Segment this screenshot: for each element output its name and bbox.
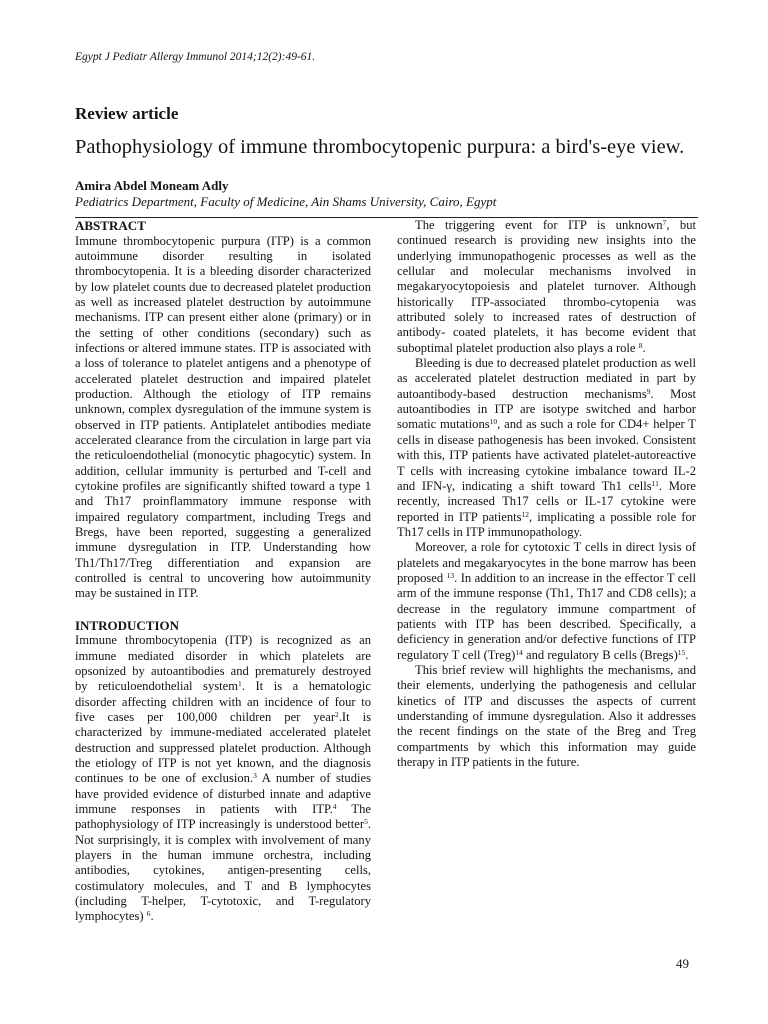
abstract-heading: ABSTRACT (75, 218, 146, 233)
citation-ref: 4 (332, 802, 337, 812)
citation-ref: 8 (638, 340, 643, 350)
citation-ref: 14 (515, 647, 523, 657)
text-run: .It is characterized by immune-mediated accelerated platelet destruction and suppressed platelet production. Although the etiology of ITP is not yet known, and the diagnosis continues to be one of exclusion. (75, 709, 371, 786)
text-run: . (150, 909, 154, 924)
citation-ref: 6 (146, 909, 151, 919)
abstract-text: Immune thrombocytopenic purpura (ITP) is a common autoimmune disorder resulting in isolated thrombocytopenia. It is a bleeding disorder characterized by low platelet counts due to decreased platelet production as well as increased platelet destruction by autoimmune mechanisms. ITP can present either alone (primary) or in the setting of other conditions (secondary) such as infections or altered immune states. ITP is associated with a loss of tolerance to platelet antigens and a phenotype of accelerated platelet destruction and impaired platelet production. Although the etiology of ITP remains unknown, complex dysregulation of the immune system is observed in ITP patients. Antiplatelet antibodies mediate accelerated clearance from the circulation in large part via the reticuloendothelial (monocytic phagocytic) system. In addition, cellular immunity is perturbed and T-cell and cytokine profiles are significantly shifted toward a type 1 and Th17 proinflammatory immune response with impaired regulatory compartment, including Tregs and Bregs, have been reported, suggesting a generalized immune dysregulation in ITP. Understanding how Th1/Th17/Treg differentiation and expansion are controlled is central to uncovering how autoimmunity may be sustained in ITP. (75, 233, 371, 601)
citation-ref: 10 (489, 417, 498, 427)
text-run: . Not surprisingly, it is complex with involvement of many players in the human immune orchestra, including antibodies, cytokines, antigen-presenting cells, costimulatory molecules, and T and B lymphocytes (including T-helper, T-cytotoxic, and T-regulatory lymphocytes) (75, 817, 371, 924)
intro-paragraph-4 (397, 540, 696, 663)
left-column (75, 218, 371, 925)
text-run: . It is a hematologic disorder affecting children with an incidence of four to five cases per 100,000 children per year (75, 679, 371, 724)
text-run: Moreover, a role for cytotoxic T cells in direct lysis of platelets and megakaryocytes in the bone marrow has been proposed (397, 540, 696, 585)
intro-paragraph-5: This brief review will highlights the mechanisms, and their elements, underlying the pathogenesis and cellular kinetics of ITP and discusses the aspects of current understanding of immune dysregulation. Also it addresses the recent findings on the state of the Breg and Treg compartments by which this information may guide therapy in ITP patients in the future. (397, 662, 696, 770)
citation-ref: 1 (238, 679, 242, 689)
text-run: , and as such a role for CD4+ helper T cells in disease pathogenesis has been invoked. Consistent with this, ITP patients have activated platelet-autoreactive T cells with increasing cytokine imbalance toward IL-2 and IFN-γ, indicating a shift toward Th1 cells (397, 417, 696, 493)
citation-ref: 7 (662, 218, 667, 227)
introduction-heading: INTRODUCTION (75, 617, 180, 633)
citation-ref: 12 (521, 509, 530, 519)
text-run: Bleeding is due to decreased platelet production as well as accelerated platelet destruction mediated in part by autoantibody-based destruction mechanisms (397, 356, 696, 401)
article-title: Pathophysiology of immune thrombocytopenic purpura: a bird's-eye view. (75, 136, 685, 158)
author-affiliation: Pediatrics Department, Faculty of Medicine, Ain Shams University, Cairo, Egypt (75, 194, 497, 209)
citation-ref: 13 (446, 570, 455, 580)
citation-ref: 2 (335, 709, 339, 719)
citation-ref: 15 (677, 647, 686, 657)
text-run: . Most autoantibodies in ITP are isotype switched and harbor somatic mutations (397, 386, 696, 432)
text-run: , but continued research is providing new insights into the underlying immunopathogenic processes as well as the cellular and molecular mechanisms involved in megakaryocytopoiesis and platelet turnover. Although historically ITP-associated thrombo-cytopenia was attributed solely to increased rates of destruction of antibody- coated platelets, it has become evident that suboptimal platelet production also plays a role (397, 218, 696, 355)
intro-paragraph-1 (75, 633, 371, 925)
text-run: . In addition to an increase in the effector T cell arm of the immune response (Th1, Th17 and CD8 cells); a decrease in the regulatory immune compartment of patients with ITP has been described. Specifically, a deficiency in generation and/or defective functions of ITP regulatory T cell (Treg) (397, 570, 696, 662)
section-spacer (75, 602, 371, 618)
text-run: Immune thrombocytopenia (ITP) is recognized as an immune mediated disorder in which platelets are opsonized by autoantibodies and prematurely destroyed by reticuloendothelial system (75, 633, 371, 694)
text-run: The pathophysiology of ITP increasingly is understood better (75, 802, 371, 832)
citation-ref: 9 (646, 386, 651, 396)
intro-paragraph-3 (397, 356, 696, 540)
text-run: . More recently, increased Th17 cells or IL-17 cytokine were reported in ITP patients (397, 478, 697, 524)
text-run: . (642, 340, 646, 355)
intro-paragraph-2 (397, 218, 696, 356)
author-name: Amira Abdel Moneam Adly (75, 178, 229, 193)
text-run: and regulatory B cells (Bregs) (522, 647, 678, 662)
journal-citation: Egypt J Pediatr Allergy Immunol 2014;12(2):49-61. (75, 51, 316, 63)
page-number: 49 (676, 956, 689, 971)
text-run: The triggering event for ITP is unknown (415, 218, 663, 232)
citation-ref: 5 (364, 817, 368, 827)
right-column (397, 218, 696, 770)
text-run: . (685, 647, 689, 662)
text-run: , implicating a possible role for Th17 cells in ITP immunopathology. (397, 509, 697, 539)
citation-ref: 11 (651, 478, 659, 488)
text-run: A number of studies have provided evidence of disturbed innate and adaptive immune responses in patients with ITP. (75, 771, 371, 817)
citation-ref: 3 (253, 771, 257, 781)
article-section-type: Review article (75, 104, 179, 123)
